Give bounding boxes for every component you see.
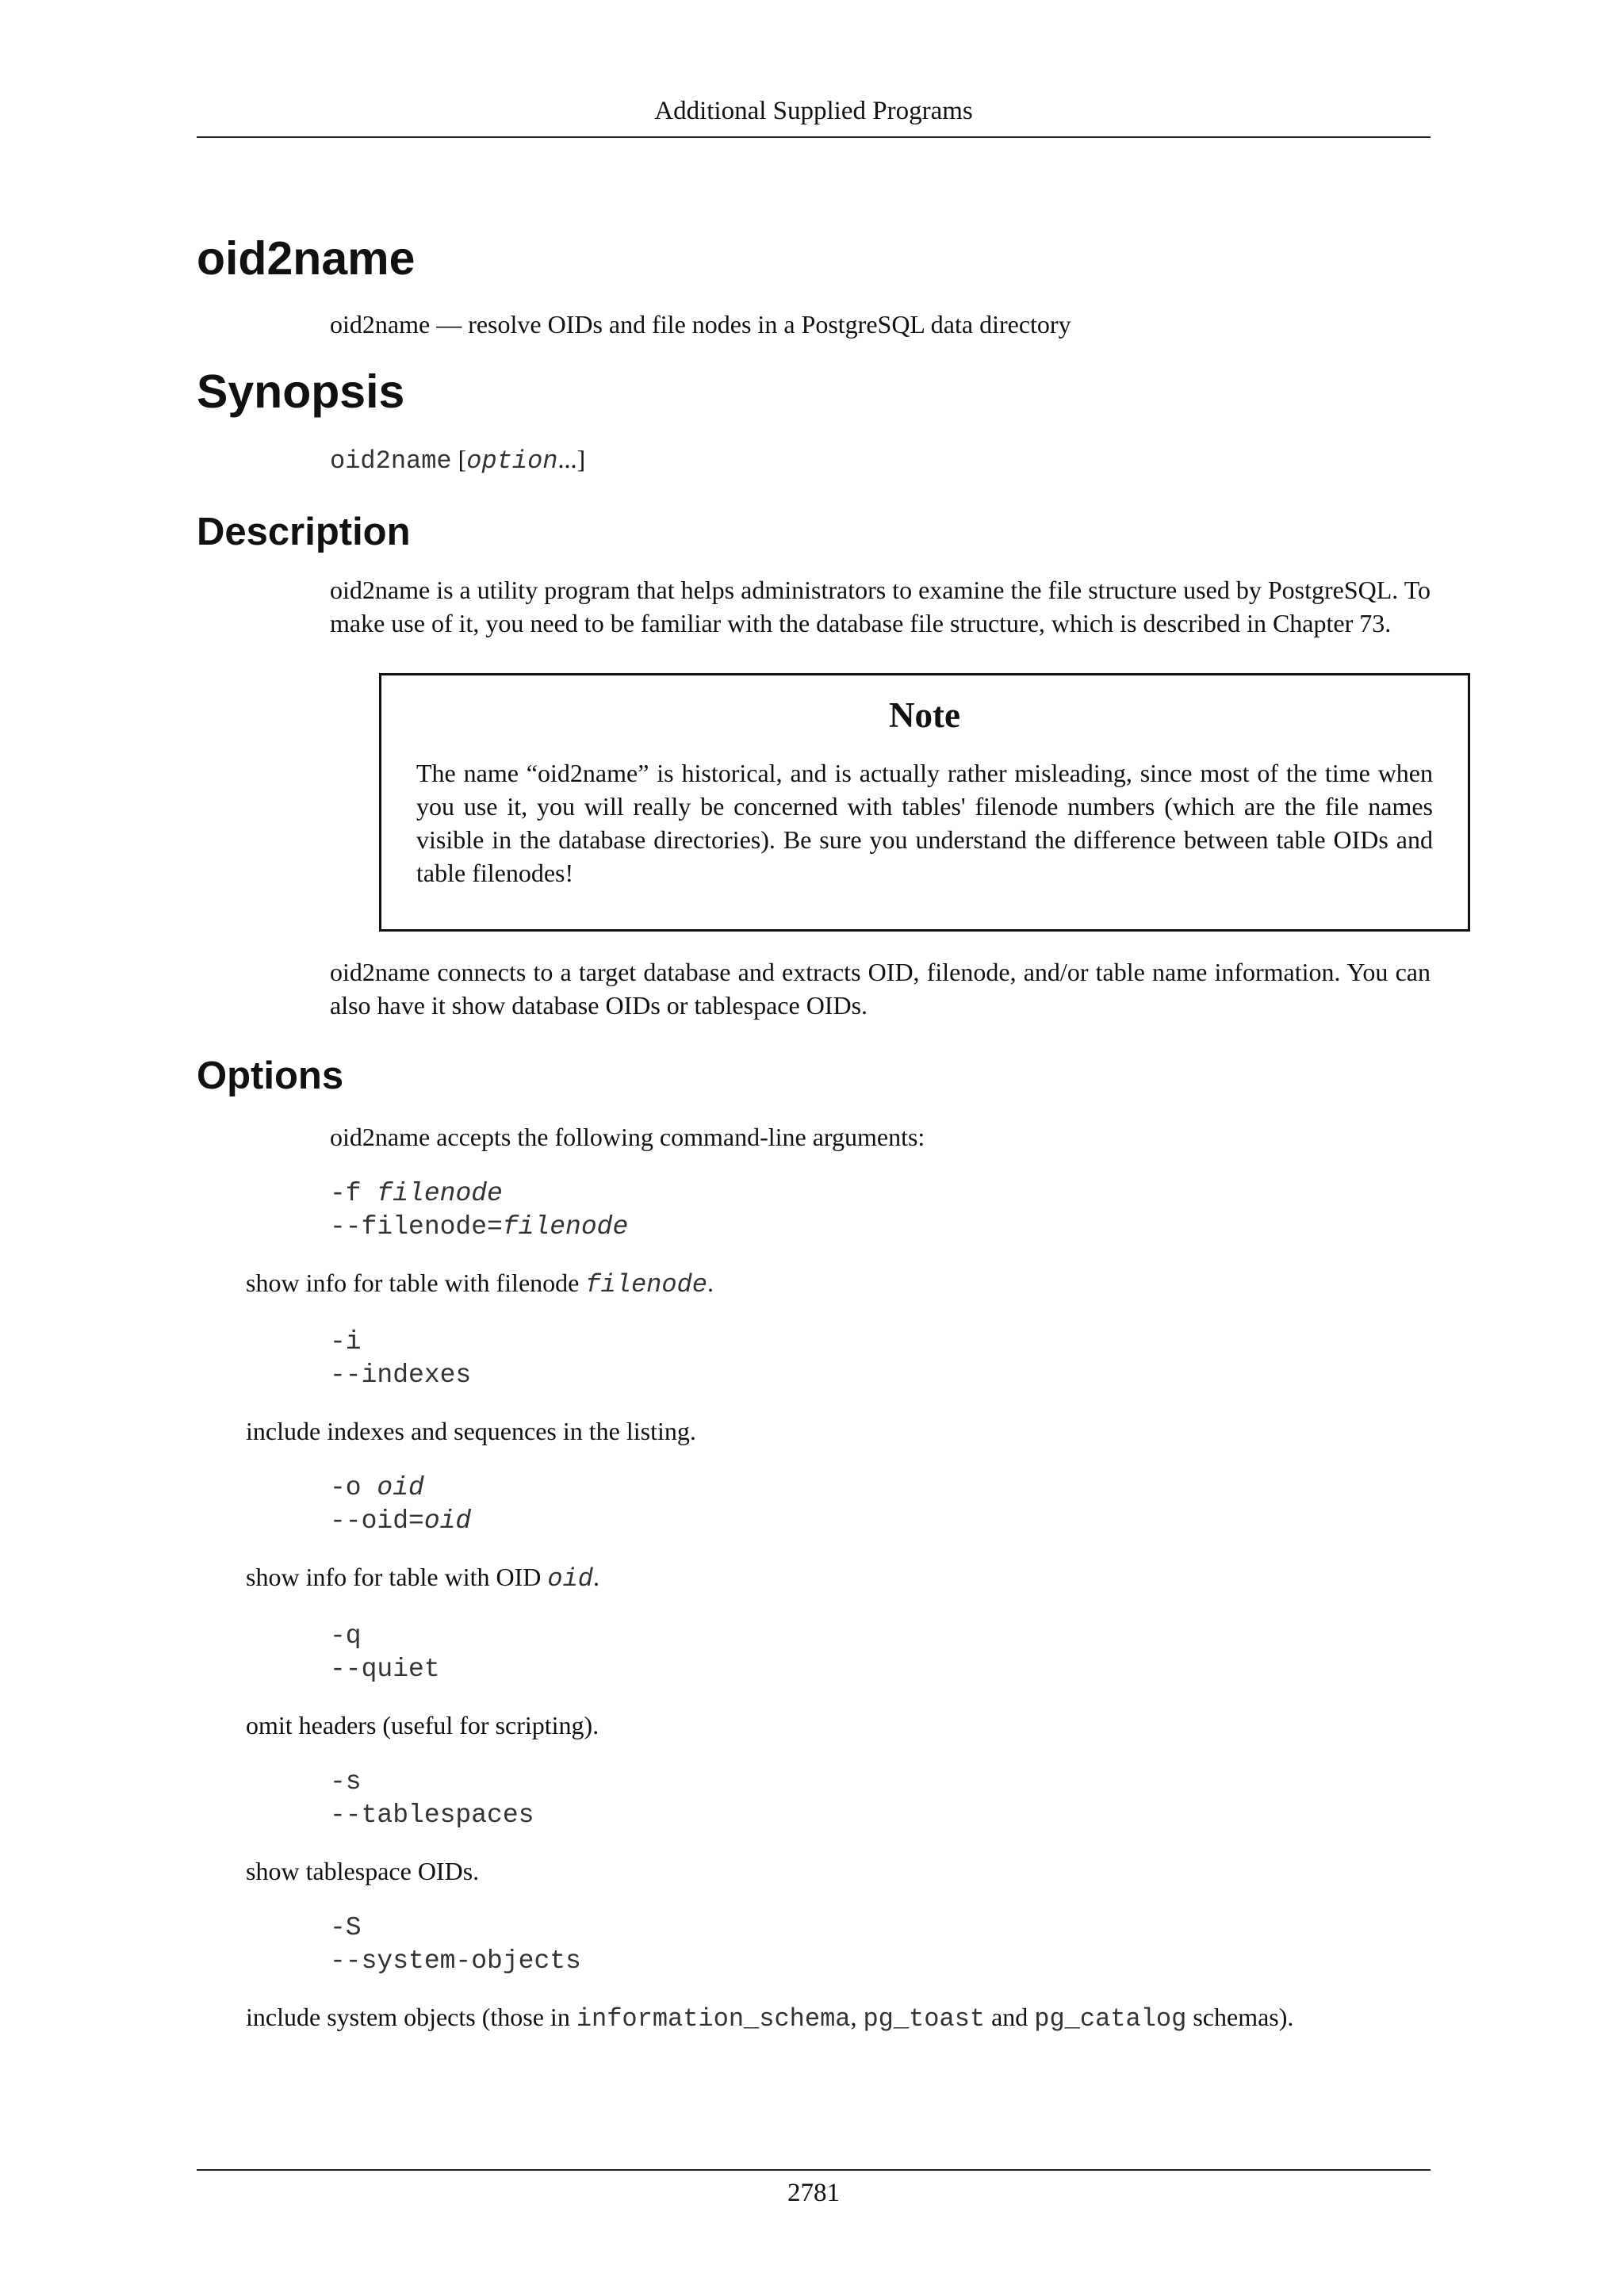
desc-text: . [707,1269,714,1297]
desc-text: show info for table with filenode [246,1269,586,1297]
desc-code: pg_catalog [1034,2004,1187,2034]
note-box [379,673,1470,932]
options-intro: oid2name accepts the following command-line arguments: [330,1123,925,1151]
option-long: --indexes [330,1360,472,1390]
option-long [330,1211,1431,1244]
option-short [330,1177,1431,1211]
note-text: The name “oid2name” is historical, and is actually rather misleading, since most of the time when you use it, you will really be concerned with tables' filenode numbers (which are the file names visible in the database directories). Be sure you understand the difference between table OIDs and table filenodes! [416,759,1433,887]
footer-rule [197,2169,1431,2171]
desc-text: , [850,2003,864,2031]
options-heading: Options [197,1054,344,1097]
option-desc-tablespaces: show tablespace OIDs. [246,1857,480,1885]
option-desc-filenode [246,1266,1431,1302]
option-long: --tablespaces [330,1800,534,1830]
option-short [330,1471,1431,1505]
desc-code: oid [547,1564,593,1594]
option-term-indexes [330,1326,1431,1392]
desc-code: filenode [585,1270,707,1299]
option-desc-system-objects [246,2000,1431,2036]
option-flag: -o [330,1473,377,1502]
option-term-oid [330,1471,1431,1538]
description-heading: Description [197,511,411,553]
main-content [197,230,1431,2036]
desc-text: show info for table with OID [246,1563,548,1591]
option-long: --quiet [330,1655,440,1684]
desc-text: and [985,2003,1035,2031]
desc-code: pg_toast [863,2004,986,2034]
header-rule [197,136,1431,138]
option-desc-oid [246,1560,1431,1596]
option-term-filenode [330,1177,1431,1244]
option-desc-indexes: include indexes and sequences in the listing. [246,1417,696,1445]
description-paragraph-2: oid2name connects to a target database and extracts OID, filenode, and/or table name information. You can also have it show database OIDs or tablespace OIDs. [330,958,1431,1020]
option-arg: filenode [502,1212,629,1242]
synopsis-arg: option [466,446,558,476]
purpose-line: oid2name — resolve OIDs and file nodes in a PostgreSQL data directory [330,310,1071,339]
option-term-quiet [330,1620,1431,1686]
option-arg: filenode [377,1179,503,1208]
desc-text: schemas). [1186,2003,1294,2031]
running-header: Additional Supplied Programs [654,97,973,125]
option-short: -q [330,1621,362,1651]
synopsis-program: oid2name [330,446,452,476]
option-flag: --oid= [330,1506,424,1536]
synopsis-command [330,442,1431,478]
page-title: oid2name [197,232,416,285]
option-term-tablespaces [330,1766,1431,1832]
synopsis-open-bracket: [ [451,445,467,473]
option-desc-quiet: omit headers (useful for scripting). [246,1711,599,1739]
option-term-system-objects [330,1911,1431,1978]
option-long: --system-objects [330,1946,581,1976]
synopsis-heading: Synopsis [197,365,405,418]
option-short: -s [330,1767,362,1797]
option-flag: -f [330,1179,377,1208]
desc-text: include system objects (those in [246,2003,576,2031]
option-long [330,1505,1431,1538]
desc-code: information_schema [576,2004,851,2034]
desc-text: . [592,1563,599,1591]
note-title: Note [889,695,960,735]
option-short: -S [330,1913,362,1942]
option-arg: oid [423,1506,472,1536]
description-paragraph-1: oid2name is a utility program that helps administrators to examine the file structure used by PostgreSQL. To make use of it, you need to be familiar with the database file structure, which is described in Chapter 73. [330,576,1431,637]
option-short: -i [330,1327,362,1357]
option-flag: --filenode= [330,1212,503,1242]
page-number: 2781 [787,2179,840,2207]
synopsis-close: ...] [557,445,586,473]
option-arg: oid [377,1473,424,1502]
